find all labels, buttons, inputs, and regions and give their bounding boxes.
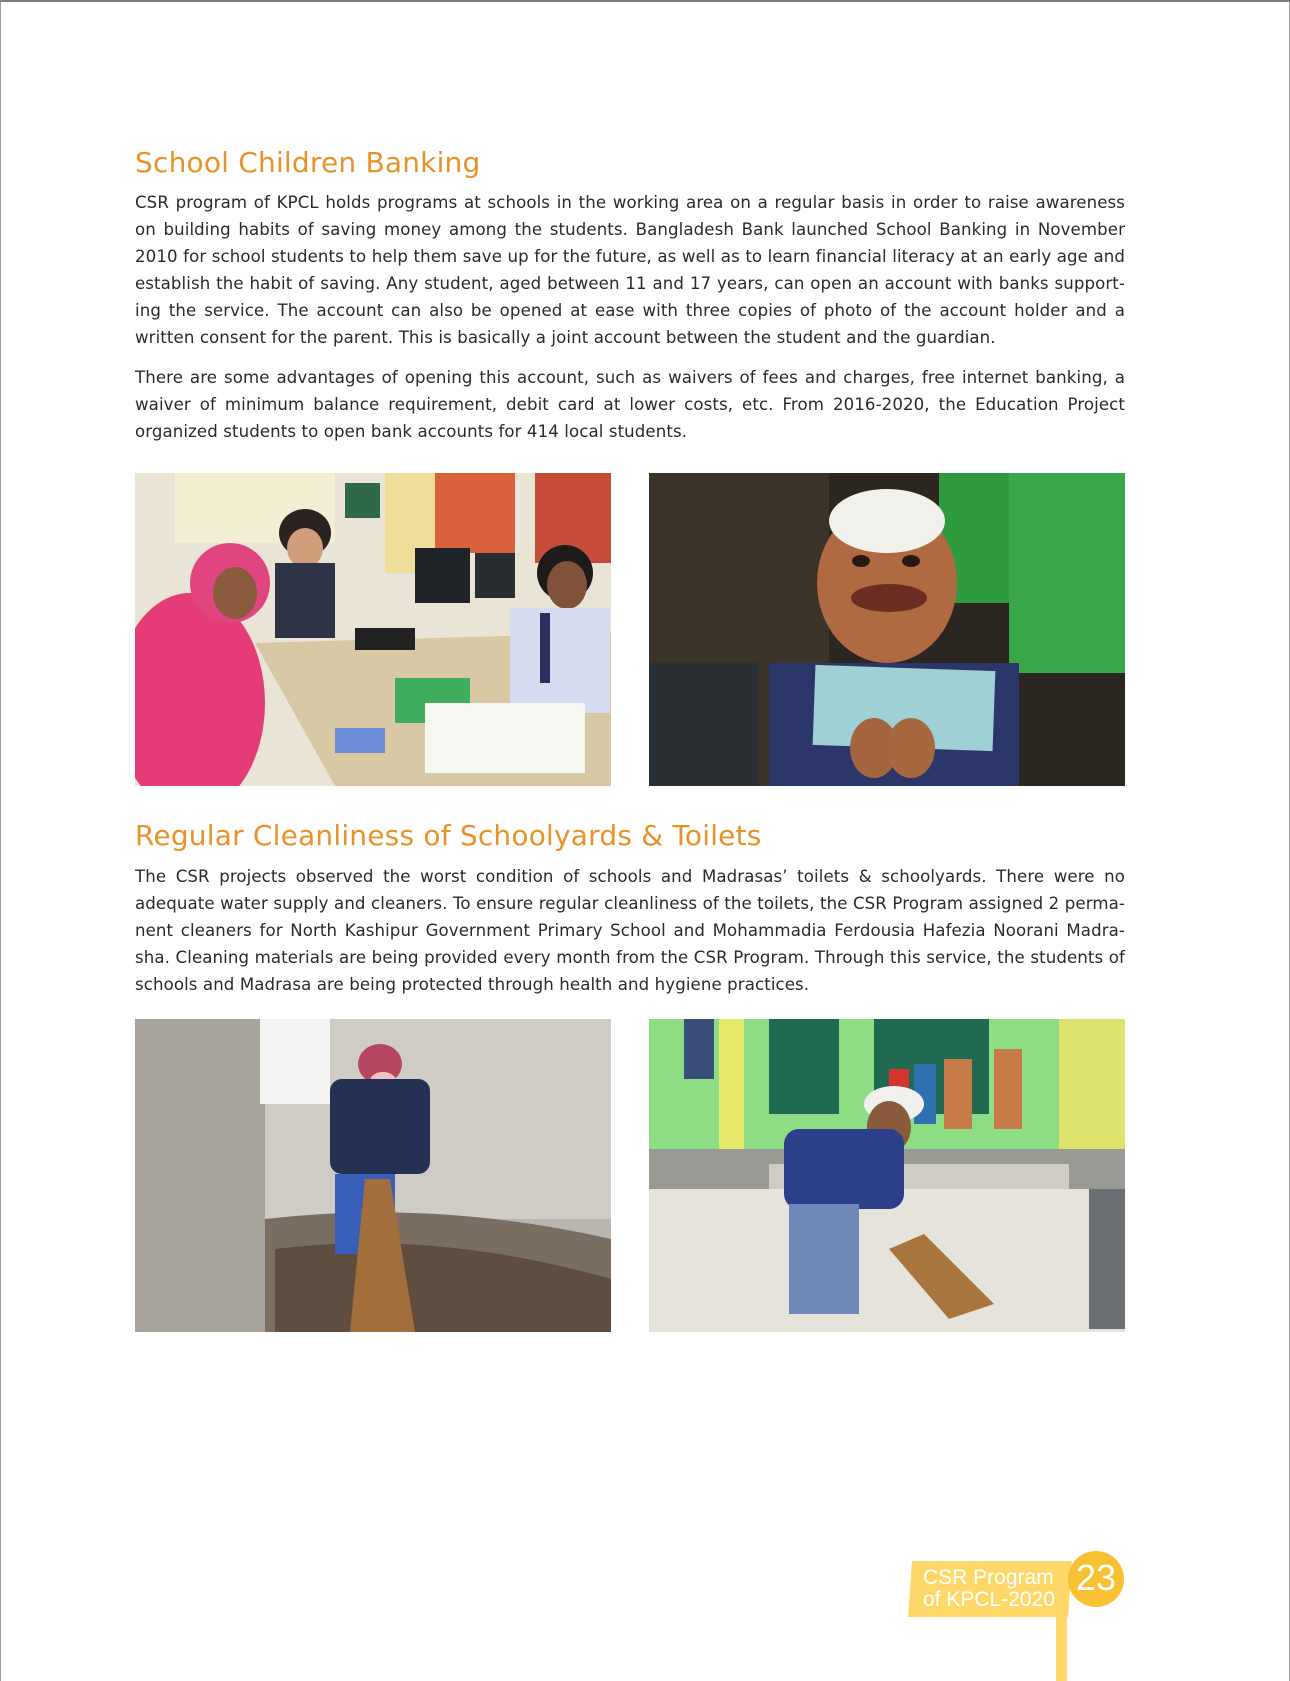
photo-cleaner-sweeping-toilet (135, 1019, 611, 1332)
school-banking-paragraph-1: CSR program of KPCL holds programs at schools in the working area on a regular basis in order to raise awareness on building habits of saving money among the students. Bangladesh Bank launched School Banking in November 2010 for school students to help them save up for the future, as well as to learn financial literacy at an early age and establish the habit of saving. Any student, aged between 11 and 17 years, can open an account with banks support-ing the service. The account can also be opened at ease with three copies of photo of the account holder and a written consent for the parent. This is basically a joint account between the student and the guardian. (135, 193, 1125, 347)
school-banking-paragraph-2: There are some advantages of opening this account, such as waivers of fees and charges, free internet banking, a waiver of minimum balance requirement, debit card at lower costs, etc. From 2016-2020, the Education Project organized students to open bank accounts for 414 local students. (135, 368, 1125, 441)
section-title-cleanliness: Regular Cleanliness of Schoolyards & Toilets (135, 819, 762, 852)
photo-boy-with-bank-book (649, 473, 1125, 786)
footer-report-title (923, 1567, 1073, 1611)
footer-line-2: of KPCL-2020 (923, 1588, 1055, 1611)
section-title-school-banking: School Children Banking (135, 146, 481, 179)
footer-tab-stem (1056, 1617, 1067, 1681)
photo-cleaner-sweeping-schoolyard (649, 1019, 1125, 1332)
footer-page-tab (905, 1551, 1125, 1681)
photo-bank-account-opening (135, 473, 611, 786)
page-number: 23 (1075, 1557, 1117, 1598)
footer-line-1: CSR Program (923, 1566, 1054, 1589)
cleanliness-paragraph-1: The CSR projects observed the worst condition of schools and Madrasas’ toilets & schoolyards. There were no adequate water supply and cleaners. To ensure regular cleanliness of the toilets, the CSR Program assigned 2 perma-nent cleaners for North Kashipur Government Primary School and Mohammadia Ferdousia Hafezia Noorani Madra-sha. Cleaning materials are being provided every month from the CSR Program. Through this service, the students of schools and Madrasa are being protected through health and hygiene practices. (135, 867, 1125, 994)
